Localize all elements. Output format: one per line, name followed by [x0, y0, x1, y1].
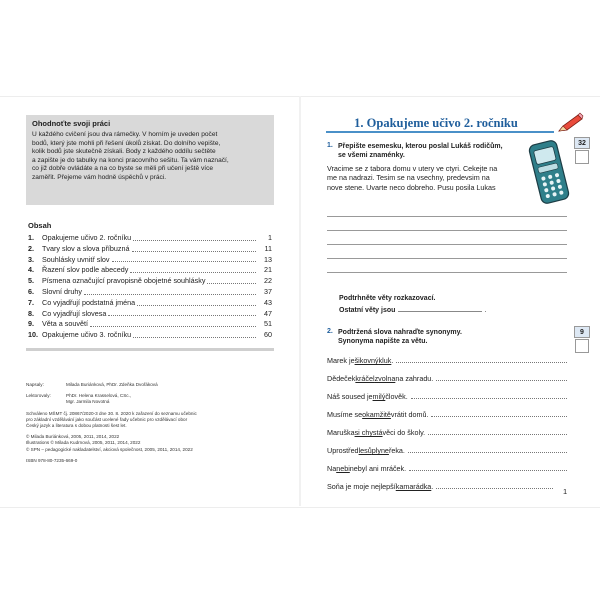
toc-item[interactable]	[28, 287, 272, 298]
evaluation-line: zaměřit. Přejeme vám hodně úspěchů v práci.	[32, 173, 167, 181]
sentence	[327, 392, 567, 401]
divider	[26, 348, 274, 351]
toc-label: Tvary slov a slova příbuzná	[42, 243, 130, 253]
answer-line[interactable]	[327, 258, 567, 259]
evaluation-line: bodů, který jste mohli při řešení úkolů získat. Do dolního vepište,	[32, 139, 221, 147]
toc-label: Řazení slov podle abecedy	[42, 265, 129, 275]
toc-label: Věta a souvětí	[42, 319, 88, 329]
score-input-box[interactable]	[575, 339, 589, 353]
sentence-text: Uprostřed	[327, 446, 359, 455]
underlined-word: nebi	[336, 464, 350, 473]
exercise-number: 2.	[327, 328, 333, 335]
toc-num: 8.	[28, 308, 34, 318]
sentence	[327, 356, 567, 365]
sentence-text: .	[391, 356, 394, 365]
underlined-word: kamarádka	[395, 482, 432, 491]
sentence	[327, 482, 553, 491]
toc-num: 4.	[28, 265, 34, 275]
credits-key: Lektorovaly:	[26, 393, 51, 399]
toc-page: 47	[264, 308, 272, 318]
sentence-text: vrátit domů.	[390, 410, 429, 419]
toc-num: 5.	[28, 276, 34, 286]
page-fold	[299, 96, 301, 506]
sentence-text: Marek je	[327, 356, 355, 365]
answer-line[interactable]	[327, 216, 567, 217]
toc-leader	[108, 309, 256, 317]
exercise-title	[338, 142, 503, 160]
pencil-icon	[556, 112, 584, 134]
underlined-word: kráčel	[355, 374, 375, 383]
answer-leader[interactable]	[436, 482, 553, 489]
answer-leader[interactable]	[409, 464, 567, 471]
sentence-text: nebyl ani mráček.	[349, 464, 407, 473]
toc-page: 11	[264, 243, 272, 253]
toc-leader	[132, 244, 257, 252]
answer-blank[interactable]	[398, 311, 482, 312]
others-label: Ostatní věty jsou .	[339, 307, 487, 314]
underlined-word: milý	[372, 392, 386, 401]
chapter-heading: 1. Opakujeme učivo 2. ročníku	[354, 116, 518, 130]
sentence-text: .	[431, 482, 434, 491]
toc-leader	[84, 287, 256, 295]
toc-num: 9.	[28, 319, 34, 329]
credits-approval: Schváleno MŠMT čj. 20867/2020-3 dne 30. 8. 2020 k zařazení do seznamu učebnic	[26, 410, 197, 416]
toc-num: 1.	[28, 233, 34, 242]
toc-leader	[112, 255, 256, 263]
evaluation-title: Ohodnoťte svoji práci	[32, 119, 111, 128]
toc-page: 13	[264, 254, 272, 264]
underlined-word: lesů	[358, 446, 372, 455]
sms-text: Vracime se z tabora domu v utery ve ctyri. Cekejte na me na nadrazi. Tesim se na vsechny, predevsim na nove stene. Uvarte neco dobreho. Pusu posila Lukas	[327, 164, 498, 192]
credits-copyright: © Milada Buriánková, 2005, 2011, 2014, 2022	[26, 434, 120, 440]
credits-copyright: Illustrations © Milada Kudrnová, 2005, 2011, 2014, 2022	[26, 440, 141, 446]
toc-item[interactable]	[28, 330, 272, 341]
evaluation-line: U každého cvičení jsou dva rámečky. V horním je uveden počet	[32, 131, 218, 138]
underlined-word: šikovný	[354, 356, 379, 365]
score-input-box[interactable]	[575, 150, 589, 164]
answer-leader[interactable]	[431, 410, 567, 417]
answer-leader[interactable]	[408, 446, 567, 453]
toc-label: Opakujeme učivo 3. ročníku	[42, 330, 132, 340]
toc-num: 10.	[28, 330, 38, 340]
toc-item[interactable]	[28, 309, 272, 320]
exercise-title	[338, 328, 462, 346]
toc-item[interactable]	[28, 319, 272, 330]
answer-line[interactable]	[327, 230, 567, 231]
answer-line[interactable]	[327, 244, 567, 245]
page-number: 1	[563, 487, 568, 496]
toc-item[interactable]	[28, 233, 272, 244]
toc-page: 22	[264, 276, 272, 286]
underlined-word: okamžitě	[362, 410, 391, 419]
underlined-word: si chystá	[354, 428, 383, 437]
toc-page: 21	[264, 265, 272, 275]
evaluation-box	[26, 115, 274, 205]
toc-page: 43	[264, 297, 272, 307]
evaluation-text	[32, 131, 268, 183]
sentence	[327, 464, 567, 473]
toc-label: Co vyjadřují podstatná jména	[42, 297, 136, 307]
toc-num: 6.	[28, 286, 34, 296]
toc-page: 60	[264, 330, 272, 340]
toc-num: 7.	[28, 297, 34, 307]
exercise-title-line: Podtržená slova nahraďte synonymy.	[338, 329, 462, 336]
underlined-word: plyne	[371, 446, 389, 455]
sentence-text: člověk.	[385, 392, 408, 401]
toc-leader	[207, 276, 256, 284]
credits	[26, 382, 276, 464]
underlined-word: zvolna	[374, 374, 396, 383]
sentence	[327, 374, 567, 383]
toc-item[interactable]	[28, 298, 272, 309]
credits-reviewer: PhDr. Helena Krasselová, CSc.,	[66, 393, 132, 399]
toc-leader	[90, 319, 256, 327]
table-of-contents	[28, 221, 272, 341]
toc-leader	[130, 265, 256, 273]
sentence-text: Na	[327, 464, 337, 473]
toc-page: 51	[264, 319, 272, 329]
credits-copyright: © SPN – pedagogické nakladatelství, akciová společnost, 2005, 2011, 2014, 2022	[26, 446, 193, 452]
toc-label: Souhlásky uvnitř slov	[42, 254, 110, 264]
evaluation-line: kolik bodů jste skutečně získali. Body z každého oddílu sečtěte	[32, 148, 216, 156]
toc-label: Písmena označující pravopisně obojetné souhlásky	[42, 276, 206, 286]
max-score-badge: 32	[574, 137, 590, 149]
toc-item[interactable]	[28, 276, 272, 287]
toc-label: Slovní druhy	[42, 286, 82, 296]
answer-leader[interactable]	[436, 374, 567, 381]
toc-page: 1	[268, 233, 272, 242]
sentence-text: Dědeček	[327, 374, 356, 383]
credits-key: Napsaly:	[26, 382, 44, 387]
exercise-title-line: se všemi znaménky.	[338, 152, 405, 159]
others-label-text: Ostatní věty jsou	[339, 307, 396, 314]
sentence-text: věci do školy.	[382, 428, 426, 437]
exercise-number: 1.	[327, 142, 333, 149]
instruction-text: Podtrhněte věty rozkazovací.	[339, 295, 436, 302]
sentence-text: řeka.	[388, 446, 405, 455]
toc-leader	[137, 298, 256, 306]
underlined-word: kluk	[378, 356, 392, 365]
credits-approval: pro základní vzdělávání jako součást ucelené řady učebnic pro vzdělávací obor	[26, 416, 188, 422]
toc-num: 2.	[28, 243, 34, 253]
toc-leader	[133, 330, 256, 338]
mobile-phone-icon	[528, 138, 570, 206]
sentence	[327, 428, 567, 437]
answer-leader[interactable]	[396, 356, 567, 363]
toc-leader	[133, 233, 256, 241]
credits-approval: Český jazyk a literatura s dobou platnosti šest let.	[26, 423, 127, 429]
credits-isbn: ISBN 978-80-7235-669-0	[26, 457, 78, 463]
answer-leader[interactable]	[428, 428, 567, 435]
sentence	[327, 410, 567, 419]
max-score-badge: 9	[574, 326, 590, 338]
sentence-text: Maruška	[327, 428, 355, 437]
sentence	[327, 446, 567, 455]
answer-line[interactable]	[327, 272, 567, 273]
credits-authors: Milada Buriánková, PhDr. Zdeňka Dvořáková	[66, 382, 158, 387]
sentence-text: Náš soused je	[327, 392, 373, 401]
exercise-title-line: Synonyma napište za větu.	[338, 338, 428, 345]
toc-title: Obsah	[28, 221, 52, 230]
heading-rule	[326, 131, 554, 133]
answer-leader[interactable]	[411, 392, 567, 399]
toc-page: 37	[264, 286, 272, 296]
toc-item[interactable]	[28, 265, 272, 276]
sentence-text: na zahradu.	[395, 374, 434, 383]
toc-num: 3.	[28, 254, 34, 264]
toc-label: Opakujeme učivo 2. ročníku	[42, 233, 132, 242]
toc-item[interactable]	[28, 255, 272, 266]
toc-item[interactable]	[28, 244, 272, 255]
credits-reviewer: Mgr. Jarmila Novotná	[66, 399, 110, 405]
toc-label: Co vyjadřují slovesa	[42, 308, 107, 318]
exercise-title-line: Přepište esemesku, kterou poslal Lukáš rodičům,	[338, 143, 503, 150]
sentence-text: Soňa je moje nejlepší	[327, 482, 396, 491]
sentence-text: Musíme se	[327, 410, 363, 419]
evaluation-line: a zapište je do tabulky na konci pracovního sešitu. Ta vám naznačí,	[32, 156, 229, 164]
evaluation-line: co již dobře ovládáte a na co byste se měli při učení ještě více	[32, 165, 214, 173]
